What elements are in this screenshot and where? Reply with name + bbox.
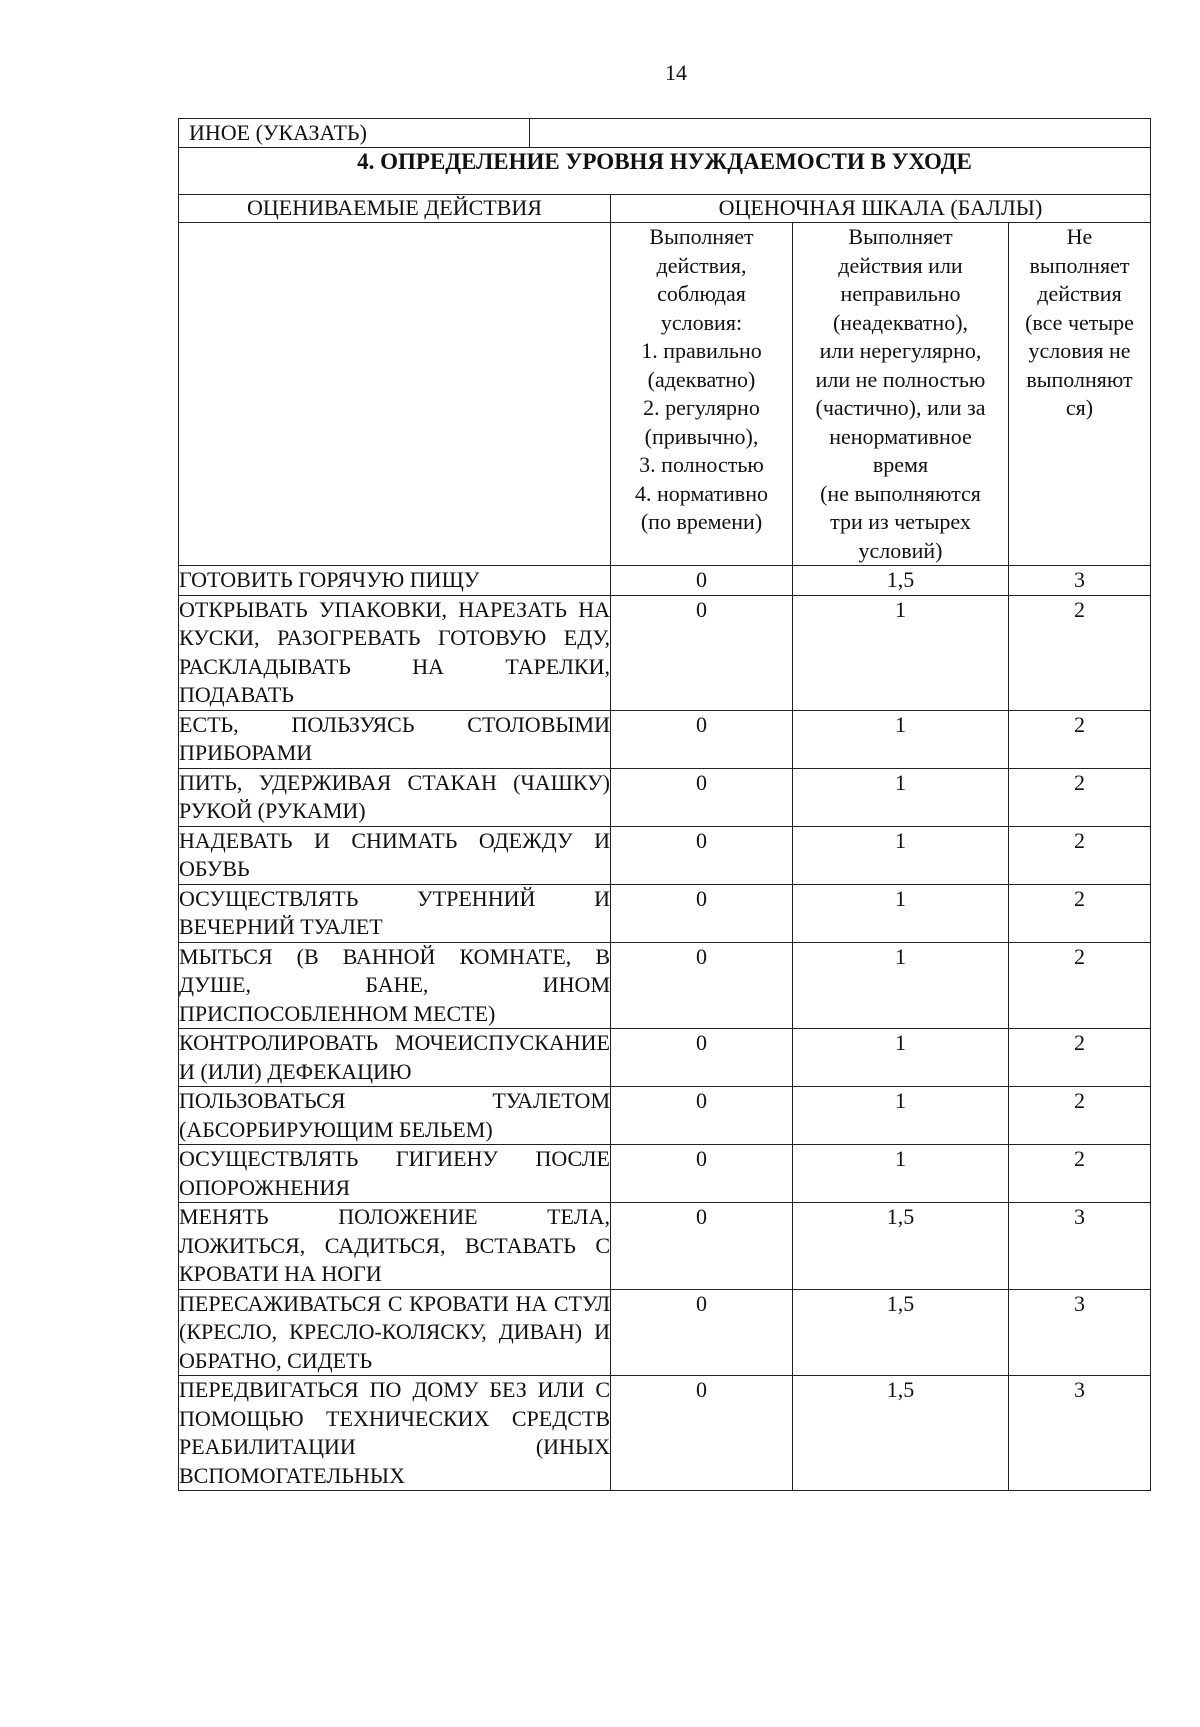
action-cell: ОТКРЫВАТЬ УПАКОВКИ, НАРЕЗАТЬ НА КУСКИ, РАЗОГРЕВАТЬ ГОТОВУЮ ЕДУ, РАСКЛАДЫВАТЬ НА ТАРЕЛКИ, ПОДАВАТЬ	[179, 595, 611, 710]
section-title: 4. ОПРЕДЕЛЕНИЕ УРОВНЯ НУЖДАЕМОСТИ В УХОДЕ	[179, 148, 1151, 195]
scale-desc-line: Не	[1066, 224, 1093, 249]
scale-desc-line: неправильно	[840, 281, 961, 306]
score-cell-1: 0	[611, 710, 793, 768]
scale-desc-line: Выполняет	[848, 224, 953, 249]
score-cell-3: 2	[1009, 595, 1151, 710]
score-cell-1: 0	[611, 942, 793, 1029]
score-cell-1: 0	[611, 768, 793, 826]
table-row	[179, 1376, 1151, 1491]
scale-desc-line: действия	[1037, 281, 1122, 306]
action-cell: ОСУЩЕСТВЛЯТЬ ГИГИЕНУ ПОСЛЕ ОПОРОЖНЕНИЯ	[179, 1145, 611, 1203]
scale-desc-line: условия не	[1028, 338, 1131, 363]
score-cell-3: 2	[1009, 1145, 1151, 1203]
score-cell-1: 0	[611, 595, 793, 710]
action-cell: МЕНЯТЬ ПОЛОЖЕНИЕ ТЕЛА, ЛОЖИТЬСЯ, САДИТЬСЯ, ВСТАВАТЬ С КРОВАТИ НА НОГИ	[179, 1203, 611, 1290]
scale-desc-line: 2. регулярно	[643, 395, 760, 420]
scale-desc-line: (неадекватно),	[832, 309, 969, 335]
score-cell-2: 1	[793, 1145, 1009, 1203]
score-cell-1: 0	[611, 1376, 793, 1491]
score-cell-1: 0	[611, 1145, 793, 1203]
scale-description-row	[179, 223, 1151, 566]
score-cell-2: 1	[793, 1029, 1009, 1087]
page-number: 14	[665, 60, 687, 85]
table-row	[179, 566, 1151, 596]
score-cell-2: 1	[793, 710, 1009, 768]
score-cell-1: 0	[611, 1203, 793, 1290]
score-cell-2: 1,5	[793, 1203, 1009, 1290]
scale-desc-1	[611, 223, 793, 566]
col-header-actions: ОЦЕНИВАЕМЫЕ ДЕЙСТВИЯ	[179, 195, 611, 223]
other-value	[530, 119, 1150, 147]
scale-desc-2	[793, 223, 1009, 566]
action-cell: МЫТЬСЯ (В ВАННОЙ КОМНАТЕ, В ДУШЕ, БАНЕ, ИНОМ ПРИСПОСОБЛЕННОМ МЕСТЕ)	[179, 942, 611, 1029]
action-cell: НАДЕВАТЬ И СНИМАТЬ ОДЕЖДУ И ОБУВЬ	[179, 826, 611, 884]
scale-desc-line: условия:	[660, 309, 743, 335]
table-row	[179, 1145, 1151, 1203]
scale-desc-line: действия,	[656, 252, 747, 278]
score-cell-2: 1	[793, 942, 1009, 1029]
scale-desc-line: ся)	[1065, 395, 1094, 420]
table-row	[179, 1289, 1151, 1376]
scale-desc-line: (не выполняются	[820, 480, 981, 506]
table-row	[179, 1087, 1151, 1145]
table-row	[179, 826, 1151, 884]
table-row	[179, 942, 1151, 1029]
scale-desc-line: (адекватно)	[647, 366, 756, 392]
scale-desc-line: (по времени)	[640, 509, 763, 534]
scale-desc-line: три из четырех	[830, 509, 971, 534]
score-cell-3: 3	[1009, 1203, 1151, 1290]
scale-desc-3	[1009, 223, 1151, 566]
action-cell: ЕСТЬ, ПОЛЬЗУЯСЬ СТОЛОВЫМИ ПРИБОРАМИ	[179, 710, 611, 768]
score-cell-2: 1,5	[793, 1376, 1009, 1491]
action-cell: ПЕРЕДВИГАТЬСЯ ПО ДОМУ БЕЗ ИЛИ С ПОМОЩЬЮ ТЕХНИЧЕСКИХ СРЕДСТВ РЕАБИЛИТАЦИИ (ИНЫХ ВСПОМОГАТЕЛЬНЫХ	[179, 1376, 611, 1491]
scale-desc-line: (привычно),	[644, 423, 759, 449]
score-cell-2: 1	[793, 595, 1009, 710]
score-cell-1: 0	[611, 884, 793, 942]
scale-desc-line: (все четыре	[1025, 309, 1134, 335]
score-cell-2: 1	[793, 826, 1009, 884]
score-cell-1: 0	[611, 566, 793, 596]
scale-desc-line: выполняют	[1026, 366, 1133, 392]
score-cell-1: 0	[611, 1029, 793, 1087]
scale-desc-line: время	[872, 452, 929, 477]
score-cell-3: 2	[1009, 1029, 1151, 1087]
score-cell-3: 2	[1009, 942, 1151, 1029]
scale-desc-line: соблюдая	[657, 281, 746, 306]
scale-desc-line: 3. полностью	[639, 452, 764, 477]
scale-desc-line: (частично), или за	[815, 395, 986, 420]
score-cell-2: 1,5	[793, 566, 1009, 596]
score-cell-2: 1	[793, 884, 1009, 942]
score-cell-3: 2	[1009, 1087, 1151, 1145]
table-row	[179, 1029, 1151, 1087]
score-cell-3: 2	[1009, 826, 1151, 884]
scale-desc-line: действия или	[838, 252, 963, 278]
score-cell-3: 2	[1009, 710, 1151, 768]
scale-desc-line: условий)	[858, 537, 943, 563]
other-row	[179, 119, 1151, 148]
action-cell: ОСУЩЕСТВЛЯТЬ УТРЕННИЙ И ВЕЧЕРНИЙ ТУАЛЕТ	[179, 884, 611, 942]
table-row	[179, 595, 1151, 710]
col-header-scale: ОЦЕНОЧНАЯ ШКАЛА (БАЛЛЫ)	[611, 195, 1151, 223]
scale-desc-line: 4. нормативно	[635, 480, 768, 506]
score-cell-2: 1	[793, 1087, 1009, 1145]
scale-blank-cell	[179, 223, 611, 566]
scale-desc-line: Выполняет	[649, 224, 754, 249]
scale-desc-line: или не полностью	[815, 366, 986, 392]
scale-desc-line: выполняет	[1029, 252, 1130, 278]
action-cell: ПОЛЬЗОВАТЬСЯ ТУАЛЕТОМ (АБСОРБИРУЮЩИМ БЕЛЬЕМ)	[179, 1087, 611, 1145]
score-cell-1: 0	[611, 826, 793, 884]
table-row	[179, 768, 1151, 826]
score-cell-2: 1	[793, 768, 1009, 826]
score-cell-2: 1,5	[793, 1289, 1009, 1376]
scale-desc-line: или нерегулярно,	[819, 338, 982, 363]
other-label: ИНОЕ (УКАЗАТЬ)	[179, 119, 530, 147]
score-cell-3: 2	[1009, 768, 1151, 826]
action-cell: КОНТРОЛИРОВАТЬ МОЧЕИСПУСКАНИЕ И (ИЛИ) ДЕФЕКАЦИЮ	[179, 1029, 611, 1087]
action-cell: ПЕРЕСАЖИВАТЬСЯ С КРОВАТИ НА СТУЛ (КРЕСЛО, КРЕСЛО-КОЛЯСКУ, ДИВАН) И ОБРАТНО, СИДЕТЬ	[179, 1289, 611, 1376]
action-cell: ГОТОВИТЬ ГОРЯЧУЮ ПИЩУ	[179, 566, 611, 596]
scale-desc-line: 1. правильно	[641, 338, 762, 363]
care-needs-table	[178, 118, 1151, 1491]
scale-desc-line: ненормативное	[829, 423, 972, 449]
score-cell-3: 2	[1009, 884, 1151, 942]
table-row	[179, 884, 1151, 942]
score-cell-3: 3	[1009, 1376, 1151, 1491]
score-cell-3: 3	[1009, 1289, 1151, 1376]
action-cell: ПИТЬ, УДЕРЖИВАЯ СТАКАН (ЧАШКУ) РУКОЙ (РУКАМИ)	[179, 768, 611, 826]
score-cell-1: 0	[611, 1087, 793, 1145]
column-header-row	[179, 195, 1151, 223]
table-row	[179, 710, 1151, 768]
table-row	[179, 1203, 1151, 1290]
score-cell-1: 0	[611, 1289, 793, 1376]
section-title-row	[179, 148, 1151, 195]
score-cell-3: 3	[1009, 566, 1151, 596]
